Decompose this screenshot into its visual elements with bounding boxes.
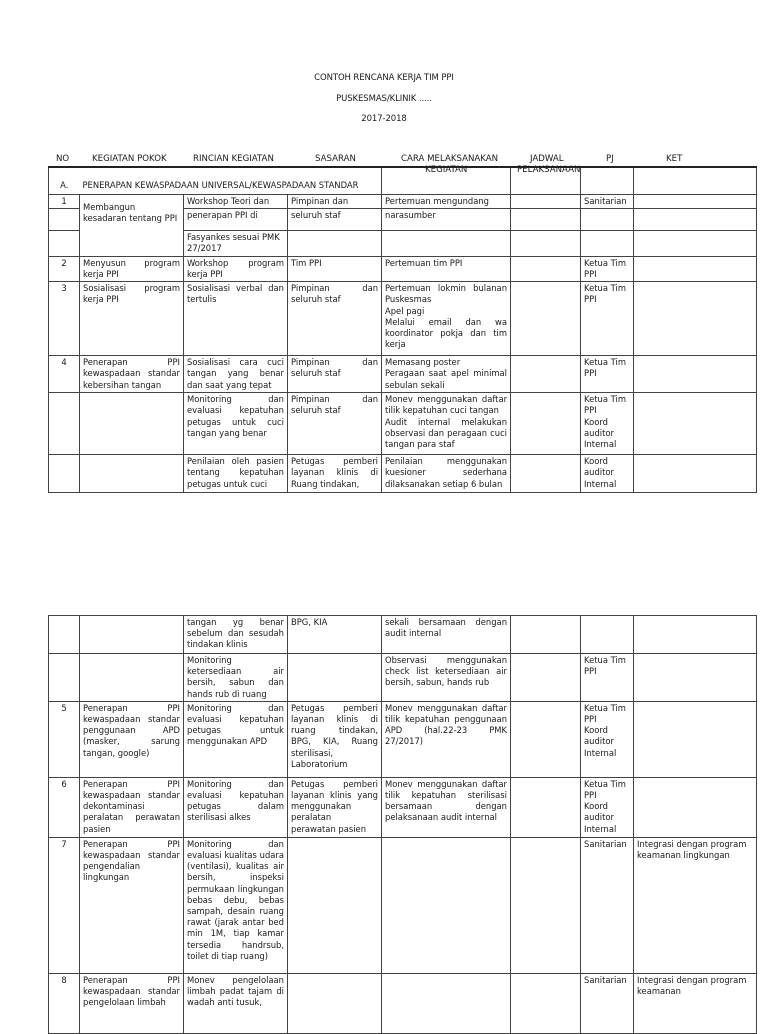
cell-sasaran: Pimpinan dan seluruh staf — [288, 393, 382, 455]
header-kegiatan-pokok: KEGIATAN POKOK — [92, 154, 167, 164]
cell-pj: Ketua Tim PPI Koord auditor Internal — [581, 701, 634, 777]
cell-sasaran: Pimpinan dan seluruh staf — [288, 282, 382, 356]
cell-pokok: Penerapan PPI kewaspadaan standar dekontaminasi peralatan perawatan pasien — [80, 777, 184, 837]
cell-rincian: Penilaian oleh pasien tentang kepatuhan petugas untuk cuci — [184, 455, 288, 493]
cell-rincian: Monitoring dan evaluasi kualitas udara (ventilasi), kualitas air bersih, inspeksi permukaan lingkungan bebas debu, bebas sampah, desain ruang rawat (jarak antar bed min 1M, tiap kamar tersedia handrsub, toilet di tiap ruang) — [184, 837, 288, 973]
cell-no: 6 — [49, 777, 80, 837]
cell-sasaran: Petugas pemberi layanan klinis di Ruang tindakan, — [288, 455, 382, 493]
table-row — [49, 455, 757, 493]
cell-rincian: Workshop Teori dan — [184, 194, 288, 208]
cell-cara: Monev menggunakan daftar tilik kepatuhan sterilisasi bersamaan dengan pelaksanaan audit internal — [382, 777, 511, 837]
cell-sasaran: Pimpinan dan — [288, 194, 382, 208]
table-row — [49, 837, 757, 973]
cell-cara: Monev menggunakan daftar tilik kepatuhan penggunaan APD (hal.22-23 PMK 27/2017) — [382, 701, 511, 777]
cell-rincian: Monitoring ketersediaan air bersih, sabun dan hands rub di ruang — [184, 654, 288, 702]
cell-cara: Penilaian menggunakan kuesioner sederhana dilaksanakan setiap 6 bulan — [382, 455, 511, 493]
cell-rincian: Fasyankes sesuai PMK 27/2017 — [184, 230, 288, 256]
cell-no: 1 — [49, 194, 80, 208]
cell-no: 3 — [49, 282, 80, 356]
cell-pj: Ketua Tim PPI Koord auditor Internal — [581, 393, 634, 455]
cell-cara: Pertemuan mengundang — [382, 194, 511, 208]
table-row — [49, 256, 757, 281]
table-row — [49, 616, 757, 654]
cell-pokok: Sosialisasi program kerja PPI — [80, 282, 184, 356]
cell-sasaran: Pimpinan dan seluruh staf — [288, 356, 382, 393]
cell-cara: Memasang poster Peragaan saat apel minimal sebulan sekali — [382, 356, 511, 393]
cell-cara: Pertemuan tim PPI — [382, 256, 511, 281]
cell-pj: Sanitarian — [581, 973, 634, 1033]
cell-cara: sekali bersamaan dengan audit internal — [382, 616, 511, 654]
cell-sasaran: seluruh staf — [288, 208, 382, 230]
cell-rincian: Sosialisasi cara cuci tangan yang benar dan saat yang tepat — [184, 356, 288, 393]
cell-rincian: Workshop program kerja PPI — [184, 256, 288, 281]
section-label: PENERAPAN KEWASPADAAN UNIVERSAL/KEWASPADAAN STANDAR — [80, 167, 382, 194]
header-no: NO — [56, 154, 70, 164]
cell-rincian: tangan yg benar sebelum dan sesudah tindakan klinis — [184, 616, 288, 654]
cell-pj: Ketua Tim PPI — [581, 282, 634, 356]
cell-pj: Ketua Tim PPI — [581, 256, 634, 281]
table-row — [49, 282, 757, 356]
cell-rincian: penerapan PPI di — [184, 208, 288, 230]
cell-rincian: Monitoring dan evaluasi kepatuhan petugas untuk cuci tangan yang benar — [184, 393, 288, 455]
cell-sasaran: Petugas pemberi layanan klinis di ruang tindakan, BPG, KIA, Ruang sterilisasi, Laboratorium — [288, 701, 382, 777]
cell-rincian: Monev pengelolaan limbah padat tajam di wadah anti tusuk, — [184, 973, 288, 1033]
table-row — [49, 194, 757, 208]
header-pj: PJ — [606, 154, 614, 164]
cell-rincian: Sosialisasi verbal dan tertulis — [184, 282, 288, 356]
table-row — [49, 356, 757, 393]
doc-subtitle: PUSKESMAS/KLINIK ..... — [336, 94, 432, 104]
doc-title: CONTOH RENCANA KERJA TIM PPI — [314, 73, 454, 83]
table-row — [49, 393, 757, 455]
cell-sasaran: BPG, KIA — [288, 616, 382, 654]
header-cara-1: CARA MELAKSANAKAN — [401, 154, 499, 164]
cell-pokok: Penerapan PPI kewaspadaan standar kebersihan tangan — [80, 356, 184, 393]
cell-no: 7 — [49, 837, 80, 973]
cell-ket: Integrasi dengan program keamanan — [634, 973, 757, 1033]
cell-sasaran: Petugas pemberi layanan klinis yang menggunakan peralatan perawatan pasien — [288, 777, 382, 837]
cell-pokok: Menyusun program kerja PPI — [80, 256, 184, 281]
cell-rincian: Monitoring dan evaluasi kepatuhan petugas dalam sterilisasi alkes — [184, 777, 288, 837]
cell-pj: Koord auditor Internal — [581, 455, 634, 493]
header-rincian: RINCIAN KEGIATAN — [193, 154, 274, 164]
cell-no: 2 — [49, 256, 80, 281]
cell-cara: Monev menggunakan daftar tilik kepatuhan cuci tangan Audit internal melakukan observasi dan peragaan cuci tangan para staf — [382, 393, 511, 455]
cell-sasaran: Tim PPI — [288, 256, 382, 281]
cell-pj: Ketua Tim PPI — [581, 356, 634, 393]
cell-rincian: Monitoring dan evaluasi kepatuhan petugas untuk menggunakan APD — [184, 701, 288, 777]
table-page-1 — [48, 166, 757, 493]
cell-no: 4 — [49, 356, 80, 393]
doc-year: 2017-2018 — [361, 114, 407, 124]
section-letter: A. — [49, 167, 80, 194]
cell-no: 8 — [49, 973, 80, 1033]
header-jadwal-1: JADWAL — [530, 154, 564, 164]
cell-pj: Ketua Tim PPI Koord auditor Internal — [581, 777, 634, 837]
cell-cara: Observasi menggunakan check list ketersediaan air bersih, sabun, hands rub — [382, 654, 511, 702]
cell-cara: Pertemuan lokmin bulanan Puskesmas Apel pagi Melalui email dan wa koordinator pokja dan tim kerja — [382, 282, 511, 356]
cell-cara: narasumber — [382, 208, 511, 230]
table-row — [49, 701, 757, 777]
cell-pj: Sanitarian — [581, 194, 634, 208]
cell-pokok: Membangun kesadaran tentang PPI — [80, 194, 184, 256]
header-cara-2: KEGIATAN — [425, 165, 468, 175]
table-row — [49, 973, 757, 1033]
cell-pj: Ketua Tim PPI — [581, 654, 634, 702]
cell-pokok: Penerapan PPI kewaspadaan standar penggunaan APD (masker, sarung tangan, google) — [80, 701, 184, 777]
cell-pokok: Penerapan PPI kewaspadaan standar pengendalian lingkungan — [80, 837, 184, 973]
header-sasaran: SASARAN — [315, 154, 356, 164]
cell-ket: Integrasi dengan program keamanan lingkungan — [634, 837, 757, 973]
table-row — [49, 654, 757, 702]
cell-pokok: Penerapan PPI kewaspadaan standar pengelolaan limbah — [80, 973, 184, 1033]
header-jadwal-2: PELAKSANAAN — [517, 165, 581, 175]
table-page-2 — [48, 615, 757, 1034]
section-row — [49, 167, 757, 194]
table-row — [49, 777, 757, 837]
cell-pj: Sanitarian — [581, 837, 634, 973]
cell-no: 5 — [49, 701, 80, 777]
header-ket: KET — [666, 154, 683, 164]
